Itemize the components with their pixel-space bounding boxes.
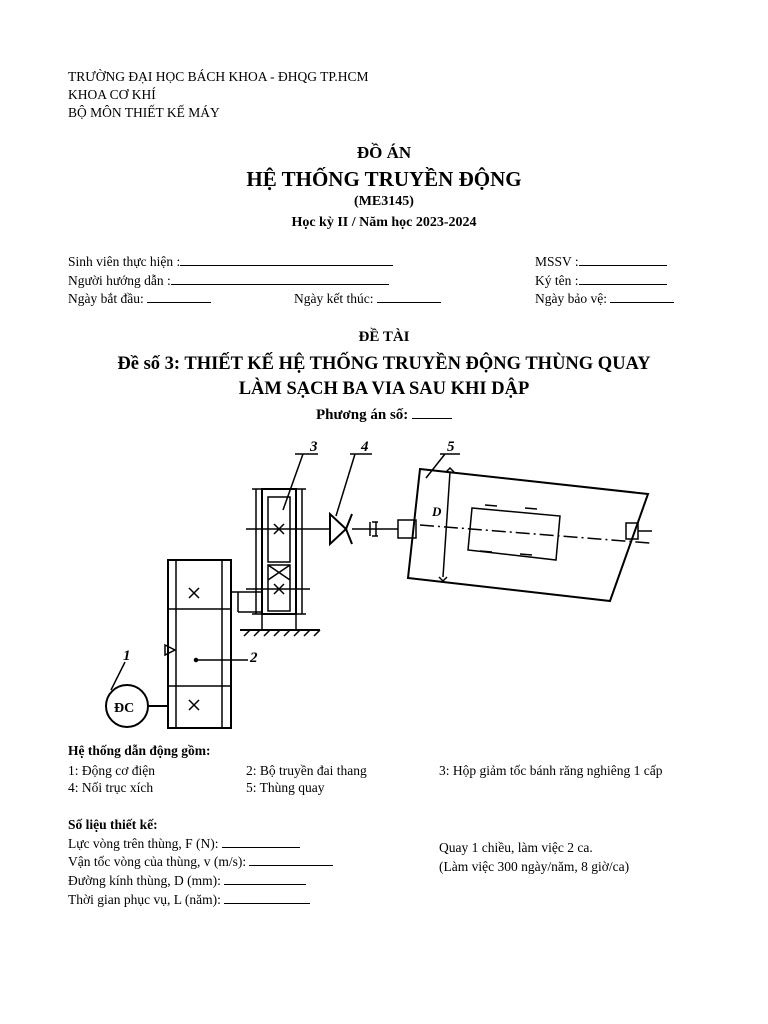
component-item: 4: Nối trục xích <box>68 780 154 795</box>
end-date-label: Ngày kết thúc: <box>294 291 374 306</box>
callout-5: 5 <box>447 439 455 455</box>
operation-note-1: Quay 1 chiều, làm việc 2 ca. <box>439 840 593 855</box>
diameter-label-text: Đường kính thùng, D (mm): <box>68 873 221 888</box>
option-blank <box>412 406 452 419</box>
defense-date-blank <box>610 291 674 303</box>
topic-heading: ĐỀ TÀI <box>358 329 410 345</box>
end-date-blank <box>377 291 441 303</box>
faculty-name: KHOA CƠ KHÍ <box>68 87 156 102</box>
motor-label: ĐC <box>114 701 135 716</box>
gearbox <box>231 489 330 636</box>
advisor-blank <box>171 273 389 285</box>
topic-title-line-1: Đề số 3: THIẾT KẾ HỆ THỐNG TRUYỀN ĐỘNG THÙNG QUAY <box>117 354 651 374</box>
chain-coupling <box>330 514 416 544</box>
title-line-1: ĐỒ ÁN <box>356 143 412 162</box>
student-blank <box>180 254 393 266</box>
course-code: (ME3145) <box>354 194 414 209</box>
department-name: BỘ MÔN THIẾT KẾ MÁY <box>68 105 220 120</box>
component-item: 3: Hộp giảm tốc bánh răng nghiêng 1 cấp <box>439 763 663 778</box>
topic-title-line-2: LÀM SẠCH BA VIA SAU KHI DẬP <box>238 379 530 399</box>
speed-field <box>68 853 333 870</box>
callout-3: 3 <box>310 439 318 455</box>
start-date-field <box>68 290 211 307</box>
force-blank <box>222 836 300 848</box>
callout-4: 4 <box>361 439 369 455</box>
university-name: TRƯỜNG ĐẠI HỌC BÁCH KHOA - ĐHQG TP.HCM <box>68 69 369 84</box>
mssv-label: MSSV : <box>535 254 579 269</box>
signature-field <box>535 272 667 289</box>
speed-blank <box>249 854 333 866</box>
advisor-label: Người hướng dẫn : <box>68 273 171 288</box>
motor <box>106 685 168 727</box>
mssv-blank <box>579 254 667 266</box>
specs-heading: Số liệu thiết kế: <box>68 817 158 832</box>
diameter-label: D <box>432 504 442 519</box>
component-item: 1: Động cơ điện <box>68 763 155 778</box>
component-item: 2: Bộ truyền đai thang <box>246 763 367 778</box>
diameter-blank <box>224 873 306 885</box>
rotating-drum <box>408 468 652 601</box>
start-date-blank <box>147 291 211 303</box>
semester: Học kỳ II / Năm học 2023-2024 <box>291 215 477 230</box>
life-blank <box>224 892 310 904</box>
speed-label: Vận tốc vòng của thùng, v (m/s): <box>68 854 247 869</box>
operation-note-2: (Làm việc 300 ngày/năm, 8 giờ/ca) <box>439 859 630 874</box>
component-item: 5: Thùng quay <box>246 780 325 795</box>
components-heading: Hệ thống dẫn động gồm: <box>68 743 211 758</box>
force-field <box>68 835 300 852</box>
student-field <box>68 253 393 270</box>
belt-drive <box>165 560 231 728</box>
callout-2: 2 <box>250 650 258 666</box>
life-field <box>68 891 310 908</box>
student-label: Sinh viên thực hiện : <box>68 254 181 269</box>
start-date-label: Ngày bắt đầu: <box>68 291 144 306</box>
signature-label: Ký tên : <box>535 273 579 288</box>
diameter-field <box>68 872 306 889</box>
force-label: Lực vòng trên thùng, F (N): <box>68 836 219 851</box>
end-date-field <box>294 290 441 307</box>
advisor-field <box>68 272 389 289</box>
defense-date-label: Ngày bảo vệ: <box>535 291 607 306</box>
signature-blank <box>579 273 667 285</box>
option-field <box>0 406 768 424</box>
title-line-2: HỆ THỐNG TRUYỀN ĐỘNG <box>246 167 522 191</box>
mssv-field <box>535 253 667 270</box>
option-label: Phương án số: <box>315 407 409 423</box>
callout-1: 1 <box>123 648 131 664</box>
life-label: Thời gian phục vụ, L (năm): <box>68 892 221 907</box>
defense-date-field <box>535 290 674 307</box>
drive-system-diagram <box>0 430 768 740</box>
